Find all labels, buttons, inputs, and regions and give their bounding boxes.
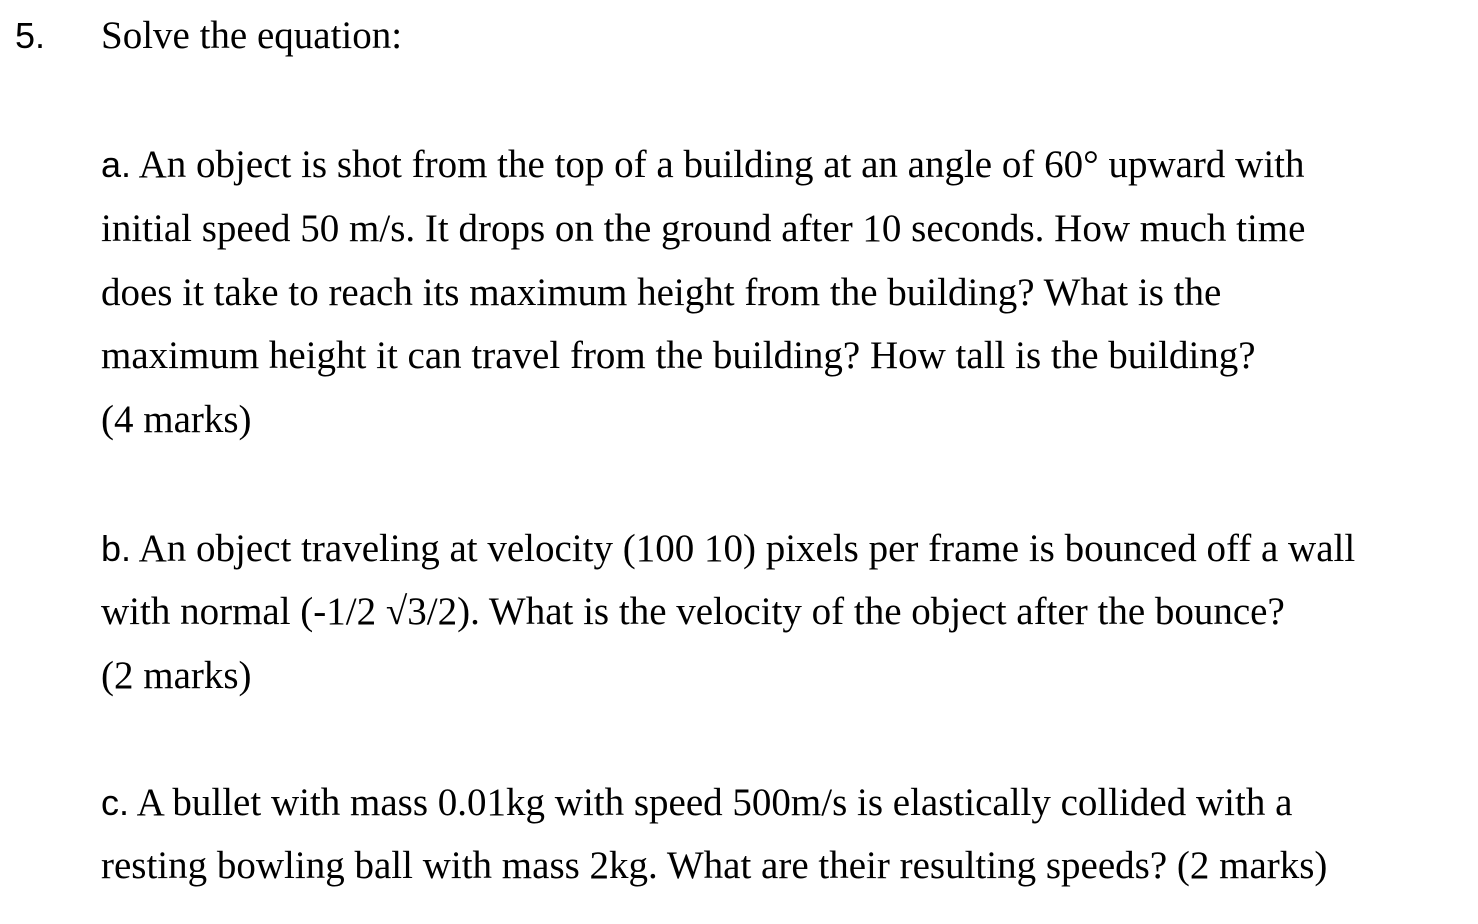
part-c-line-1 <box>101 781 1292 825</box>
part-a-line-3: does it take to reach its maximum height from the building? What is the <box>101 271 1222 314</box>
part-a-marks: (4 marks) <box>101 398 252 441</box>
part-b-marks: (2 marks) <box>101 654 252 697</box>
part-b-line-2: with normal (-1/2 √3/2). What is the velocity of the object after the bounce? <box>101 590 1285 633</box>
part-b-label: b. <box>101 528 132 569</box>
part-a-text-1: An object is shot from the top of a building at an angle of 60° upward with <box>131 143 1305 186</box>
part-a-line-2: initial speed 50 m/s. It drops on the ground after 10 seconds. How much time <box>101 207 1306 250</box>
part-a-label: a. <box>101 144 132 185</box>
question-number: 5. <box>15 15 46 56</box>
part-c-label: c. <box>101 782 130 823</box>
part-b-line-1 <box>101 527 1355 571</box>
part-b-text-1: An object traveling at velocity (100 10) pixels per frame is bounced off a wall <box>131 527 1356 570</box>
part-c-text-1: A bullet with mass 0.01kg with speed 500m/s is elastically collided with a <box>129 781 1293 824</box>
question-heading: Solve the equation: <box>101 14 403 57</box>
part-a-line-4: maximum height it can travel from the building? How tall is the building? <box>101 334 1256 377</box>
part-a-line-1 <box>101 143 1305 187</box>
part-c-line-2: resting bowling ball with mass 2kg. What are their resulting speeds? (2 marks) <box>101 844 1328 887</box>
